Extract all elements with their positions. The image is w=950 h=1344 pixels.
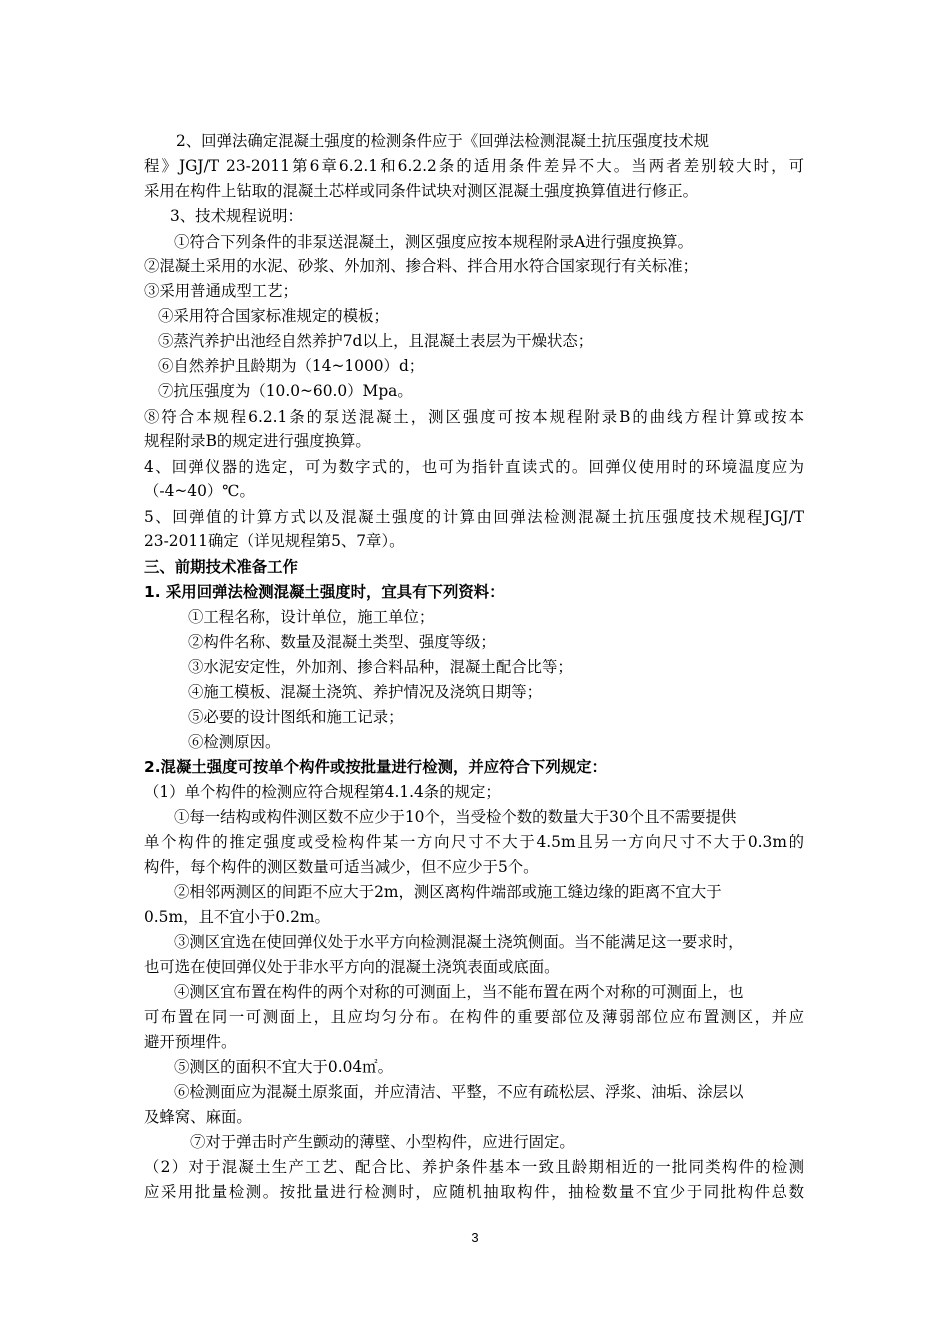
text-line: 5、回弹值的计算方式以及混凝土强度的计算由回弹法检测混凝土抗压强度技术规程JGJ/T [144,508,804,526]
text-line: 规程附录B的规定进行强度换算。 [144,432,371,450]
text-line: 23-2011确定（详见规程第5、7章）。 [144,532,405,550]
text-line: ④采用符合国家标准规定的模板； [158,307,389,325]
text-line: ②相邻两测区的间距不应大于2m，测区离构件端部或施工缝边缘的距离不宜大于 [174,883,722,901]
text-line: ⑤蒸汽养护出池经自然养护7d以上，且混凝土表层为干燥状态； [158,332,594,350]
text-line: 0.5m，且不宜小于0.2m。 [144,908,330,926]
text-line: 应采用批量检测。按批量进行检测时，应随机抽取构件，抽检数量不宜少于同批构件总数 [144,1183,804,1201]
text-line: 也可选在使回弹仪处于非水平方向的混凝土浇筑表面或底面。 [144,958,560,976]
text-line: 3、技术规程说明： [170,207,303,225]
text-line: ⑥自然养护且龄期为（14~1000）d； [158,357,425,375]
text-line: ⑤必要的设计图纸和施工记录； [188,708,404,726]
text-line: 2、回弹法确定混凝土强度的检测条件应于《回弹法检测混凝土抗压强度技术规 [176,132,710,150]
text-line: 4、回弹仪器的选定，可为数字式的，也可为指针直读式的。回弹仪使用时的环境温度应为 [144,458,804,476]
page-number: 3 [471,1230,479,1245]
text-line: 及蜂窝、麻面。 [144,1108,252,1126]
text-line: （-4~40）℃。 [144,482,255,500]
section-heading: 1. 采用回弹法检测混凝土强度时，宜具有下列资料： [144,583,505,601]
text-line: ①符合下列条件的非泵送混凝土，测区强度应按本规程附录A进行强度换算。 [174,233,694,251]
text-line: ⑥检测面应为混凝土原浆面，并应清洁、平整，不应有疏松层、浮浆、油垢、涂层以 [174,1083,744,1101]
text-line: ③测区宜选在使回弹仪处于水平方向检测混凝土浇筑侧面。当不能满足这一要求时， [174,933,744,951]
text-line: 避开预埋件。 [144,1033,237,1051]
text-line: ④测区宜布置在构件的两个对称的可测面上，当不能布置在两个对称的可测面上，也 [174,983,744,1001]
text-line: ⑤测区的面积不宜大于0.04㎡。 [174,1058,393,1076]
text-line: ⑥检测原因。 [188,733,281,751]
text-line: 构件，每个构件的测区数量可适当减少，但不应少于5个。 [144,858,539,876]
text-line: ⑦对于弹击时产生颤动的薄壁、小型构件，应进行固定。 [190,1133,575,1151]
text-line: ④施工模板、混凝土浇筑、养护情况及浇筑日期等； [188,683,542,701]
text-line: （2）对于混凝土生产工艺、配合比、养护条件基本一致且龄期相近的一批同类构件的检测 [144,1158,804,1176]
text-line: 可布置在同一可测面上，且应均匀分布。在构件的重要部位及薄弱部位应布置测区，并应 [144,1008,804,1026]
text-line: ②混凝土采用的水泥、砂浆、外加剂、掺合料、拌合用水符合国家现行有关标准； [144,257,699,275]
text-line: 程》JGJ/T 23-2011第6章6.2.1和6.2.2条的适用条件差异不大。当两者差别较大时，可 [144,157,804,175]
text-line: ①每一结构或构件测区数不应少于10个，当受检个数的数量大于30个且不需要提供 [174,808,737,826]
text-line: 单个构件的推定强度或受检构件某一方向尺寸不大于4.5m且另一方向尺寸不大于0.3m的 [144,833,804,851]
text-line: ⑧符合本规程6.2.1条的泵送混凝土，测区强度可按本规程附录B的曲线方程计算或按本 [144,408,804,426]
text-line: ②构件名称、数量及混凝土类型、强度等级； [188,633,496,651]
text-line: ③水泥安定性，外加剂、掺合料品种，混凝土配合比等； [188,658,573,676]
text-line: ③采用普通成型工艺； [144,282,298,300]
text-line: （1）单个构件的检测应符合规程第4.1.4条的规定； [144,783,501,801]
section-heading: 2.混凝土强度可按单个构件或按批量进行检测，并应符合下列规定： [144,758,607,776]
text-line: ①工程名称，设计单位，施工单位； [188,608,435,626]
text-line: ⑦抗压强度为（10.0~60.0）Mpa。 [158,382,413,400]
text-line: 采用在构件上钻取的混凝土芯样或同条件试块对测区混凝土强度换算值进行修正。 [144,182,699,200]
section-heading: 三、前期技术准备工作 [144,558,298,576]
